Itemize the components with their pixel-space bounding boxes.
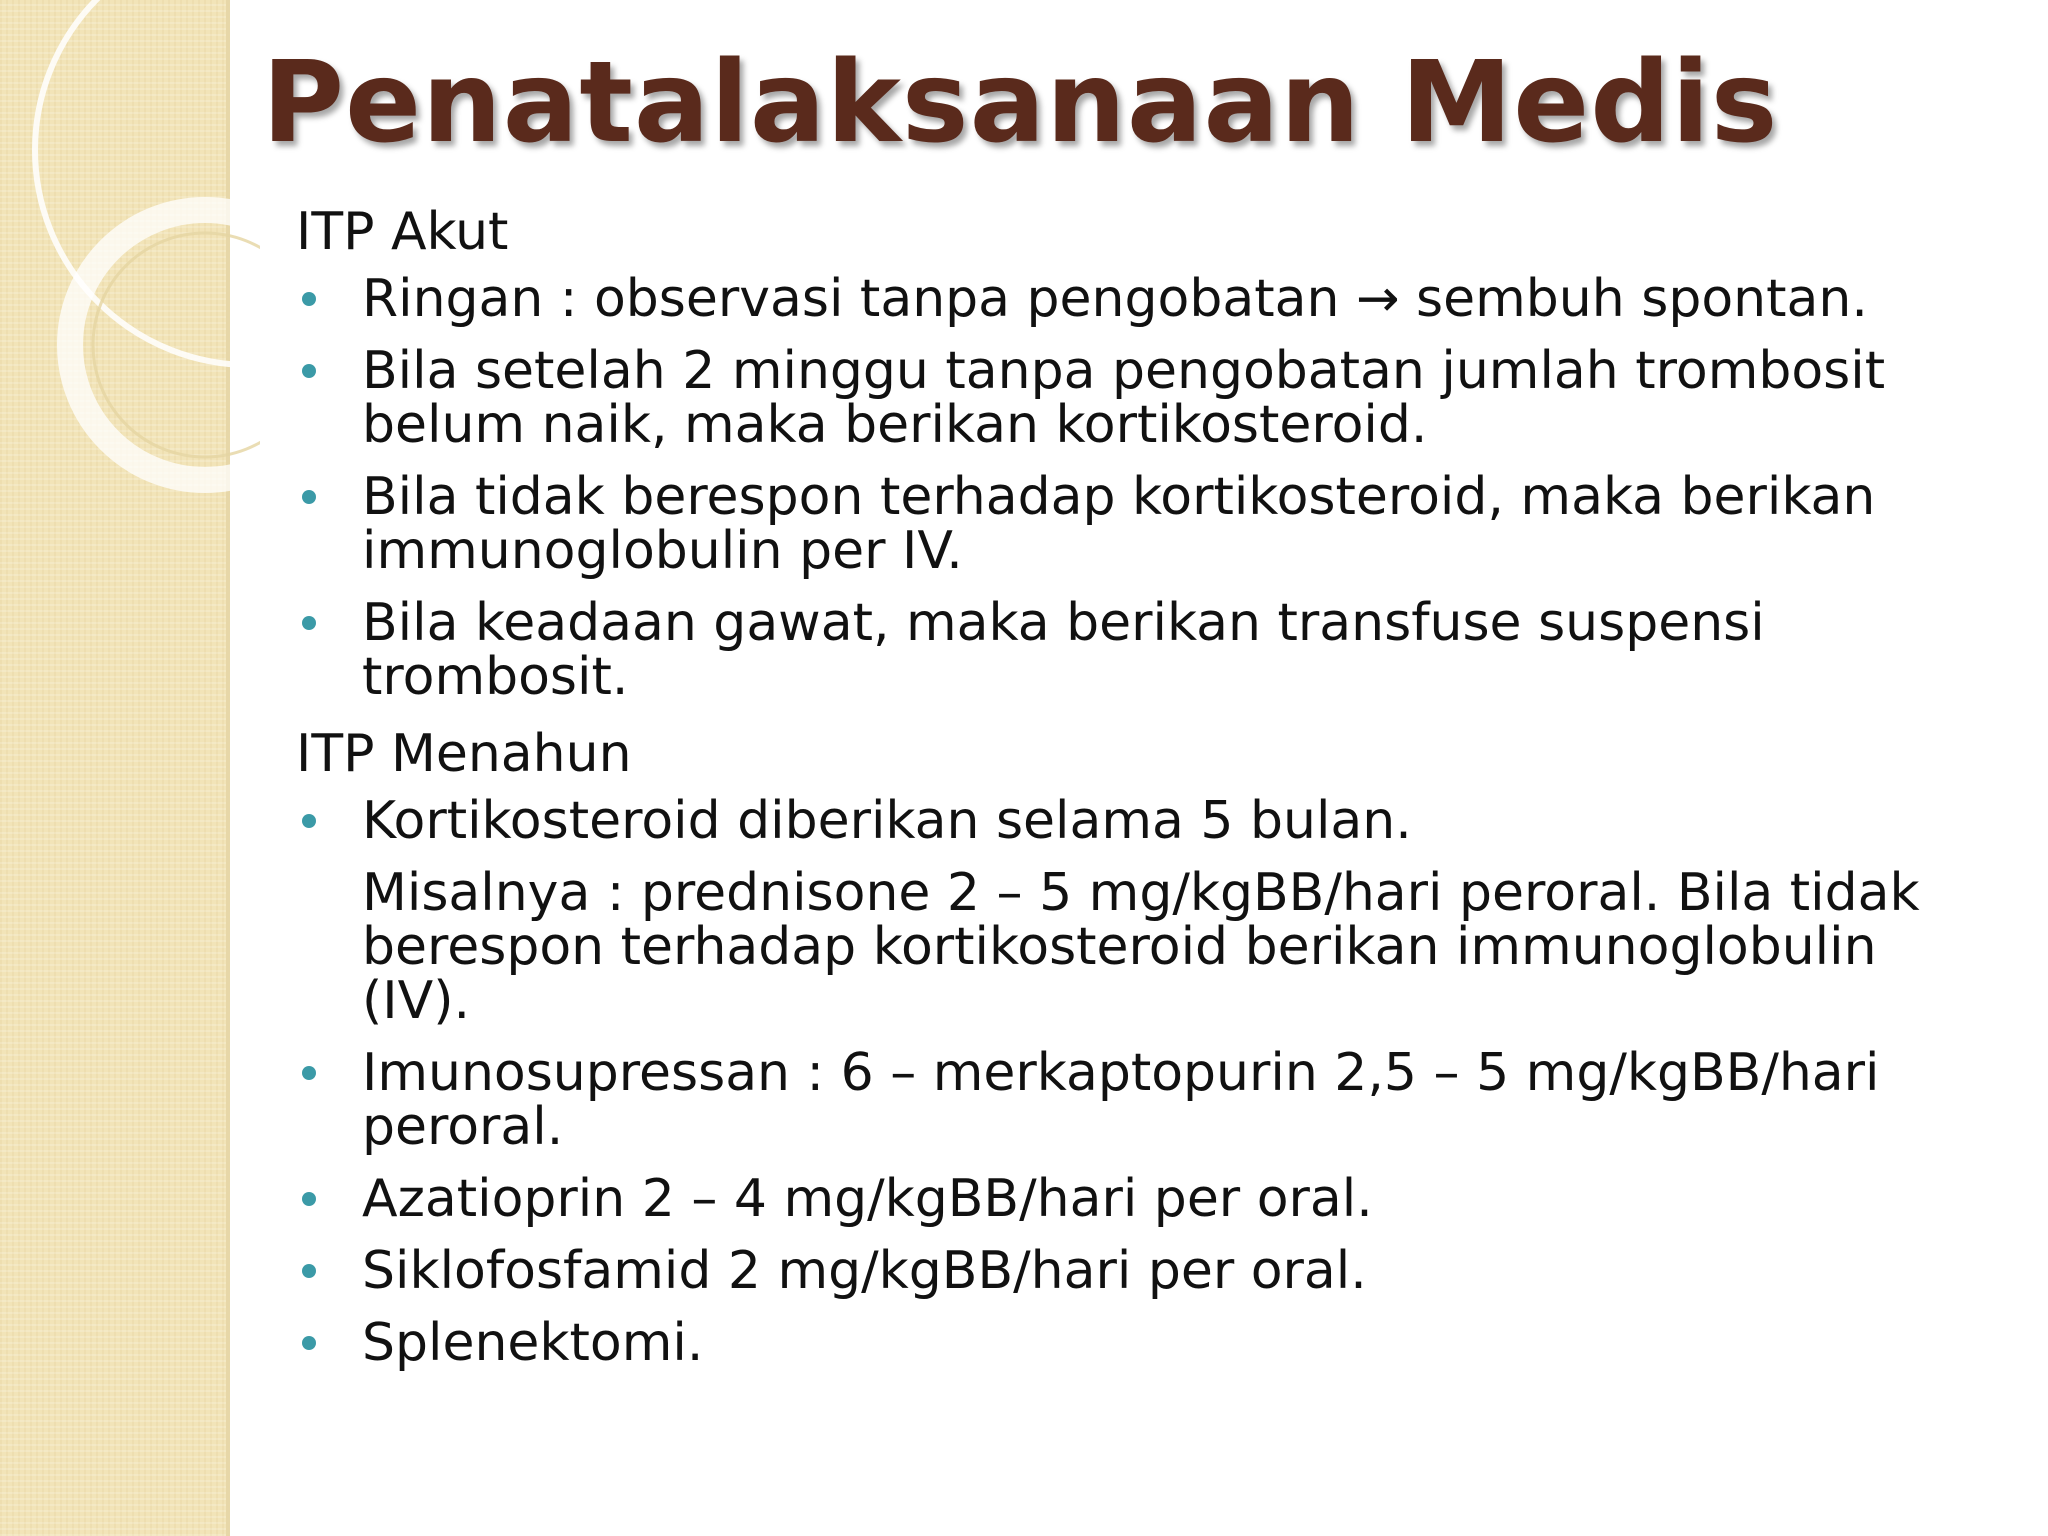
list-item-text: Bila keadaan gawat, maka berikan transfuse suspensi trombosit.: [362, 593, 1765, 707]
list-item: [296, 341, 1996, 455]
list-item-text: Splenektomi.: [362, 1313, 704, 1373]
bullet-icon: [302, 1066, 316, 1080]
slide-title: Penatalaksanaan Medis: [262, 38, 1779, 168]
section-heading-itp-menahun: ITP Menahun: [296, 724, 632, 784]
list-item: [296, 1043, 1996, 1157]
list-item: [296, 791, 1996, 851]
bullet-icon: [302, 1192, 316, 1206]
dosage-note: Misalnya : prednisone 2 – 5 mg/kgBB/hari peroral. Bila tidak berespon terhadap kortikosteroid berikan immunoglobulin (IV).: [362, 863, 1920, 1031]
bullet-list-itp-menahun: [296, 791, 1996, 851]
list-item-text: Siklofosfamid 2 mg/kgBB/hari per oral.: [362, 1241, 1367, 1301]
list-item: [296, 1241, 1996, 1301]
decorative-rings-graphic: [0, 0, 260, 520]
list-item-text: Imunosupressan : 6 – merkaptopurin 2,5 – 5 mg/kgBB/hari peroral.: [362, 1043, 1880, 1157]
bullet-list-itp-menahun-continued: [296, 1043, 1996, 1373]
section-heading-itp-akut: ITP Akut: [296, 202, 509, 262]
slide-content: [296, 200, 1996, 1388]
bullet-list-itp-akut: [296, 269, 1996, 707]
list-item: [296, 467, 1996, 581]
bullet-icon: [302, 814, 316, 828]
bullet-icon: [302, 292, 316, 306]
bullet-icon: [302, 490, 316, 504]
list-item-text: Kortikosteroid diberikan selama 5 bulan.: [362, 791, 1412, 851]
bullet-icon: [302, 616, 316, 630]
list-item-text: Ringan : observasi tanpa pengobatan → sembuh spontan.: [362, 269, 1868, 329]
list-item-text: Azatioprin 2 – 4 mg/kgBB/hari per oral.: [362, 1169, 1373, 1229]
bullet-icon: [302, 1336, 316, 1350]
list-item: [296, 593, 1996, 707]
list-item: [296, 269, 1996, 329]
list-item: [296, 1313, 1996, 1373]
bullet-icon: [302, 1264, 316, 1278]
bullet-icon: [302, 364, 316, 378]
list-item-text: Bila tidak berespon terhadap kortikosteroid, maka berikan immunoglobulin per IV.: [362, 467, 1876, 581]
list-item-text: Bila setelah 2 minggu tanpa pengobatan jumlah trombosit belum naik, maka berikan kortikosteroid.: [362, 341, 1886, 455]
list-item: [296, 1169, 1996, 1229]
